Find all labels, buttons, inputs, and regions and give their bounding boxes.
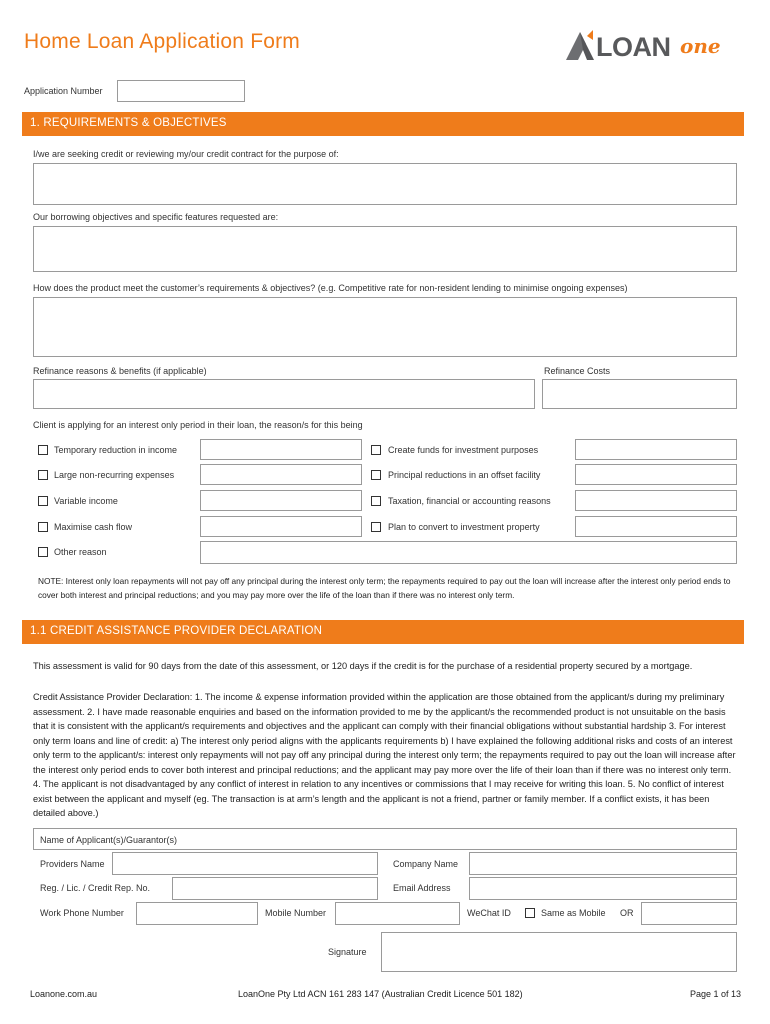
- purpose-label: I/we are seeking credit or reviewing my/our credit contract for the purpose of:: [33, 149, 339, 159]
- checkbox-variable-income[interactable]: [38, 496, 48, 506]
- providers-name-label: Providers Name: [40, 859, 105, 869]
- logo-script: one: [680, 34, 721, 58]
- option-detail-field[interactable]: [200, 516, 362, 537]
- providers-name-field[interactable]: [112, 852, 378, 875]
- page-title: Home Loan Application Form: [24, 30, 301, 53]
- option-label: Variable income: [54, 496, 118, 506]
- interest-only-label: Client is applying for an interest only period in their loan, the reason/s for this being: [33, 420, 363, 430]
- objectives-label: Our borrowing objectives and specific features requested are:: [33, 212, 279, 222]
- checkbox-large-expenses[interactable]: [38, 470, 48, 480]
- option-detail-field[interactable]: [575, 439, 737, 460]
- same-as-mobile-label: Same as Mobile: [541, 908, 606, 918]
- option-detail-field[interactable]: [200, 439, 362, 460]
- company-name-label: Company Name: [393, 859, 459, 869]
- option-label: Other reason: [54, 547, 107, 557]
- option-detail-field[interactable]: [575, 464, 737, 485]
- work-phone-field[interactable]: [136, 902, 258, 925]
- checkbox-maximise-cash-flow[interactable]: [38, 522, 48, 532]
- checkbox-temporary-reduction[interactable]: [38, 445, 48, 455]
- section-1-1-heading: 1.1 CREDIT ASSISTANCE PROVIDER DECLARATION: [22, 620, 744, 644]
- reg-number-label: Reg. / Lic. / Credit Rep. No.: [40, 883, 151, 893]
- email-label: Email Address: [393, 883, 451, 893]
- option-label: Create funds for investment purposes: [388, 445, 539, 455]
- refinance-reasons-field[interactable]: [33, 379, 535, 409]
- option-detail-field[interactable]: [575, 516, 737, 537]
- purpose-field[interactable]: [33, 163, 737, 205]
- option-detail-field[interactable]: [200, 464, 362, 485]
- application-number-field[interactable]: [117, 80, 245, 102]
- wechat-label: WeChat ID: [467, 908, 511, 918]
- checkbox-taxation[interactable]: [371, 496, 381, 506]
- mobile-label: Mobile Number: [265, 908, 327, 918]
- option-label: Temporary reduction in income: [54, 445, 178, 455]
- email-field[interactable]: [469, 877, 737, 900]
- product-fit-label: How does the product meet the customer’s requirements & objectives? (e.g. Competitive rate for non-resident lending to minimise ongoing expenses): [33, 283, 628, 293]
- checkbox-principal-reductions[interactable]: [371, 470, 381, 480]
- option-label: Taxation, financial or accounting reasons: [388, 496, 551, 506]
- company-name-field[interactable]: [469, 852, 737, 875]
- application-number-label: Application Number: [24, 86, 103, 96]
- checkbox-other-reason[interactable]: [38, 547, 48, 557]
- refinance-reasons-label: Refinance reasons & benefits (if applicable): [33, 366, 207, 376]
- product-fit-field[interactable]: [33, 297, 737, 357]
- option-label: Maximise cash flow: [54, 522, 133, 532]
- option-label: Large non-recurring expenses: [54, 470, 175, 480]
- reg-number-field[interactable]: [172, 877, 378, 900]
- interest-only-note: NOTE: Interest only loan repayments will not pay off any principal during the interest only term; the repayments required to pay out the loan will increase after the interest only period ends to cover both interest and principal reductions; and you may pay more over the life of the loan than if there was no interest only term.: [38, 576, 731, 600]
- wechat-field[interactable]: [641, 902, 737, 925]
- other-reason-field[interactable]: [200, 541, 737, 564]
- checkbox-create-funds[interactable]: [371, 445, 381, 455]
- applicant-name-row[interactable]: [33, 828, 737, 850]
- checkbox-convert-investment[interactable]: [371, 522, 381, 532]
- logo-text: LOAN: [596, 32, 671, 62]
- loanone-logo: [560, 26, 745, 66]
- signature-label: Signature: [328, 947, 367, 957]
- option-label: Plan to convert to investment property: [388, 522, 540, 532]
- declaration-paragraph: Credit Assistance Provider Declaration: 1. The income & expense information provided within the application are those obtained from the applicant/s during my preliminary assessment. 2. I have made reasonable enquiries and based on the information provided to me by the applicant/s the recommended product is not unsuitable on the basis that it is consistent with the applicant/s requirements and objectives and the applicant can comply with their financial obligations without substantial hardship 3. For interest only term loans and line of credit: a) The interest only period aligns with the applicants requirements b) I have explained the following additional risks and costs of an interest only term to the applicant/s: interest only repayments will not pay off any principal during the interest only term; the repayments required to pay out the loan will increase after the interest only period ends to cover both interest and principal reductions; and the applicant may pay more over the life of their loan than if there was no interest only term. 4. The applicant is not disadvantaged by any conflict of interest in relation to any incentives or commissions that I may receive for writing this loan. 5. No conflict of interest exist between the applicant and myself (eg. The transaction is at arm’s length and the applicant is not a friend, partner or family member. If a conflict exists, it has been detailed above.): [33, 692, 736, 818]
- refinance-costs-field[interactable]: [542, 379, 737, 409]
- mobile-field[interactable]: [335, 902, 460, 925]
- validity-paragraph: This assessment is valid for 90 days from the date of this assessment, or 120 days if the credit is for the purchase of a residential property secured by a mortgage.: [33, 661, 693, 671]
- footer-page-number: Page 1 of 13: [690, 989, 742, 999]
- option-detail-field[interactable]: [200, 490, 362, 511]
- option-detail-field[interactable]: [575, 490, 737, 511]
- option-label: Principal reductions in an offset facility: [388, 470, 541, 480]
- applicant-name-label: Name of Applicant(s)/Guarantor(s): [40, 835, 178, 845]
- same-as-mobile-checkbox[interactable]: [525, 908, 535, 918]
- footer-company: LoanOne Pty Ltd ACN 161 283 147 (Australian Credit Licence 501 182): [238, 989, 523, 999]
- or-label: OR: [620, 908, 634, 918]
- footer-website: Loanone.com.au: [30, 989, 98, 999]
- section-1-heading: 1. REQUIREMENTS & OBJECTIVES: [22, 112, 744, 136]
- signature-field[interactable]: [381, 932, 737, 972]
- refinance-costs-label: Refinance Costs: [544, 366, 611, 376]
- objectives-field[interactable]: [33, 226, 737, 272]
- work-phone-label: Work Phone Number: [40, 908, 124, 918]
